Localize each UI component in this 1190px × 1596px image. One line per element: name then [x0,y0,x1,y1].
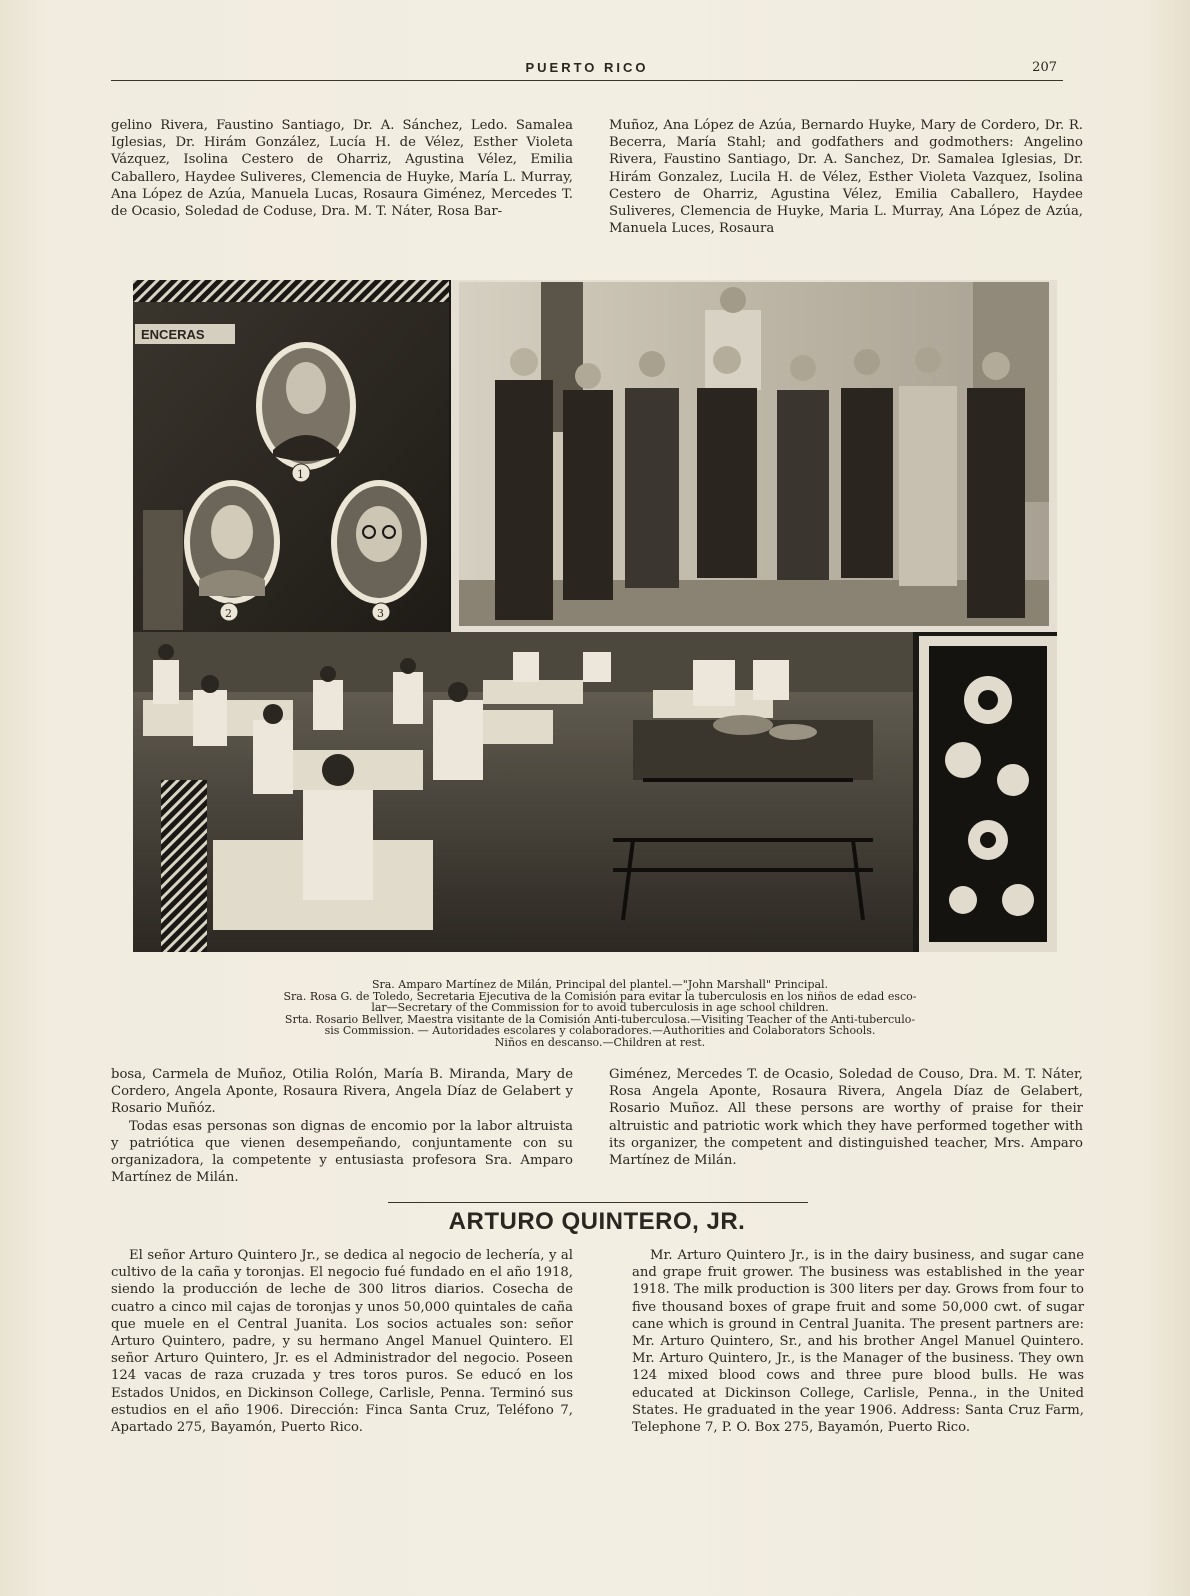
caption-line: Niños en descanso.—Children at rest. [494,1035,706,1049]
svg-text:2: 2 [225,607,232,620]
middle-left-paragraph: bosa, Carmela de Muñoz, Otilia Rolón, María B. Miranda, Mary de Cordero, Angela Aponte, Rosaura Rivera, Angela Díaz de Gelabert y Rosario Muñóz. [111,1067,573,1117]
caption-line: Sra. Amparo Martínez de Milán, Principal del plantel.—"John Marshall" Principal. [371,978,829,991]
caption-line: lar—Secretary of the Commission for to avoid tuberculosis in age school children. [371,1001,829,1014]
photo-caption [145,979,1055,1048]
section-divider [388,1202,808,1203]
caption-line: Srta. Rosario Bellver, Maestra visitante de la Comisión Anti-tuberculosa.—Visiting Teacher of the Anti-tuberculo- [284,1012,916,1026]
photo-montage-graphic [133,280,1057,952]
top-left-column [111,117,573,220]
article-title: ARTURO QUINTERO, JR. [448,1208,746,1235]
article-spanish-column [111,1247,573,1436]
top-right-paragraph: Muñoz, Ana López de Azúa, Bernardo Huyke, Mary de Cordero, Dr. R. Becerra, María Stahl; and godfathers and godmothers: Angelino Rivera, Faustino Santiago, Dr. A. Sanchez, Dr. Samalea Iglesias, Dr. Hirám Gonzalez, Lucila H. de Vélez, Esther Violeta Vazquez, Isolina Cestero de Oharriz, Agustina Vélez, Emilia Caballero, Haydee Suliveres, Clemencia de Huyke, Maria L. Murray, Ana López de Azúa, Manuela Luces, Rosaura [609,118,1083,237]
photo-montage [133,280,1057,952]
article-english-column [632,1247,1084,1436]
caption-line: Sra. Rosa G. de Toledo, Secretaria Ejecutiva de la Comisión para evitar la tuberculosis en los niños de edad esco- [283,989,917,1003]
middle-left-paragraph: Todas esas personas son dignas de encomio por la labor altruista y patriótica que vienen desempeñando, conjuntamente con su organizadora, la competente y entusiasta profesora Sra. Amparo Martínez de Milán. [111,1118,573,1186]
top-right-column [609,117,1083,237]
enceras-sign: ENCERAS [141,327,205,342]
page-header [111,58,1063,81]
running-title: PUERTO RICO [525,60,649,75]
article-english-paragraph: Mr. Arturo Quintero Jr., is in the dairy business, and sugar cane and grape fruit grower. The business was established in the year 1918. The milk production is 300 liters per day. Grows from four to five thousand boxes of grape fruit and some 50,000 cwt. of sugar cane which is ground in Central Juanita. The present partners are: Mr. Arturo Quintero, Sr., and his brother Angel Manuel Quintero. Mr. Arturo Quintero, Jr., is the Manager of the business. They own 124 mixed blood cows and three pure blood bulls. He was educated at Dickinson College, Carlisle, Penna., in the United States. He graduated in the year 1906. Address: Santa Cruz Farm, Telephone 7, P. O. Box 275, Bayamón, Puerto Rico. [632,1248,1084,1436]
article-spanish-paragraph: El señor Arturo Quintero Jr., se dedica al negocio de lechería, y al cultivo de la caña y toronjas. El negocio fué fundado en el año 1918, siendo la producción de leche de 300 litros diarios. Cosecha de cuatro a cinco mil cajas de toronjas y unos 50,000 quintales de caña que muele en el Central Juanita. Los socios actuales son: señor Arturo Quintero, padre, y su hermano Angel Manuel Quintero. El señor Arturo Quintero, Jr. es el Administrador del negocio. Poseen 124 vacas de raza cruzada y tres toros puros. Se educó en los Estados Unidos, en Dickinson College, Carlisle, Penna. Terminó sus estudios en el año 1906. Dirección: Finca Santa Cruz, Teléfono 7, Apartado 275, Bayamón, Puerto Rico. [111,1248,573,1436]
middle-right-paragraph: Giménez, Mercedes T. de Ocasio, Soledad de Couso, Dra. M. T. Náter, Rosa Angela Aponte, Rosaura Rivera, Angela Díaz de Gelabert, Rosario Muñoz. All these persons are worthy of praise for their altruistic and patriotic work which they have performed together with its organizer, the competent and distinguished teacher, Mrs. Amparo Martínez de Milán. [609,1067,1083,1169]
middle-right-column [609,1066,1083,1169]
top-left-paragraph: gelino Rivera, Faustino Santiago, Dr. A. Sánchez, Ledo. Samalea Iglesias, Dr. Hirám González, Lucía H. de Vélez, Esther Violeta Vázquez, Isolina Cestero de Oharriz, Agustina Vélez, Emilia Caballero, Haydee Suliveres, Clemencia de Huyke, María L. Murray, Ana López de Azúa, Manuela Lucas, Rosaura Giménez, Mercedes T. de Ocasio, Soledad de Coduse, Dra. M. T. Náter, Rosa Bar- [111,118,573,220]
page-number: 207 [1032,60,1057,75]
svg-text:3: 3 [377,607,384,620]
middle-left-column [111,1066,573,1186]
caption-line: sis Commission. — Autoridades escolares y colaboradores.—Authorities and Colaborators Schools. [324,1024,876,1037]
svg-text:1: 1 [297,468,304,481]
